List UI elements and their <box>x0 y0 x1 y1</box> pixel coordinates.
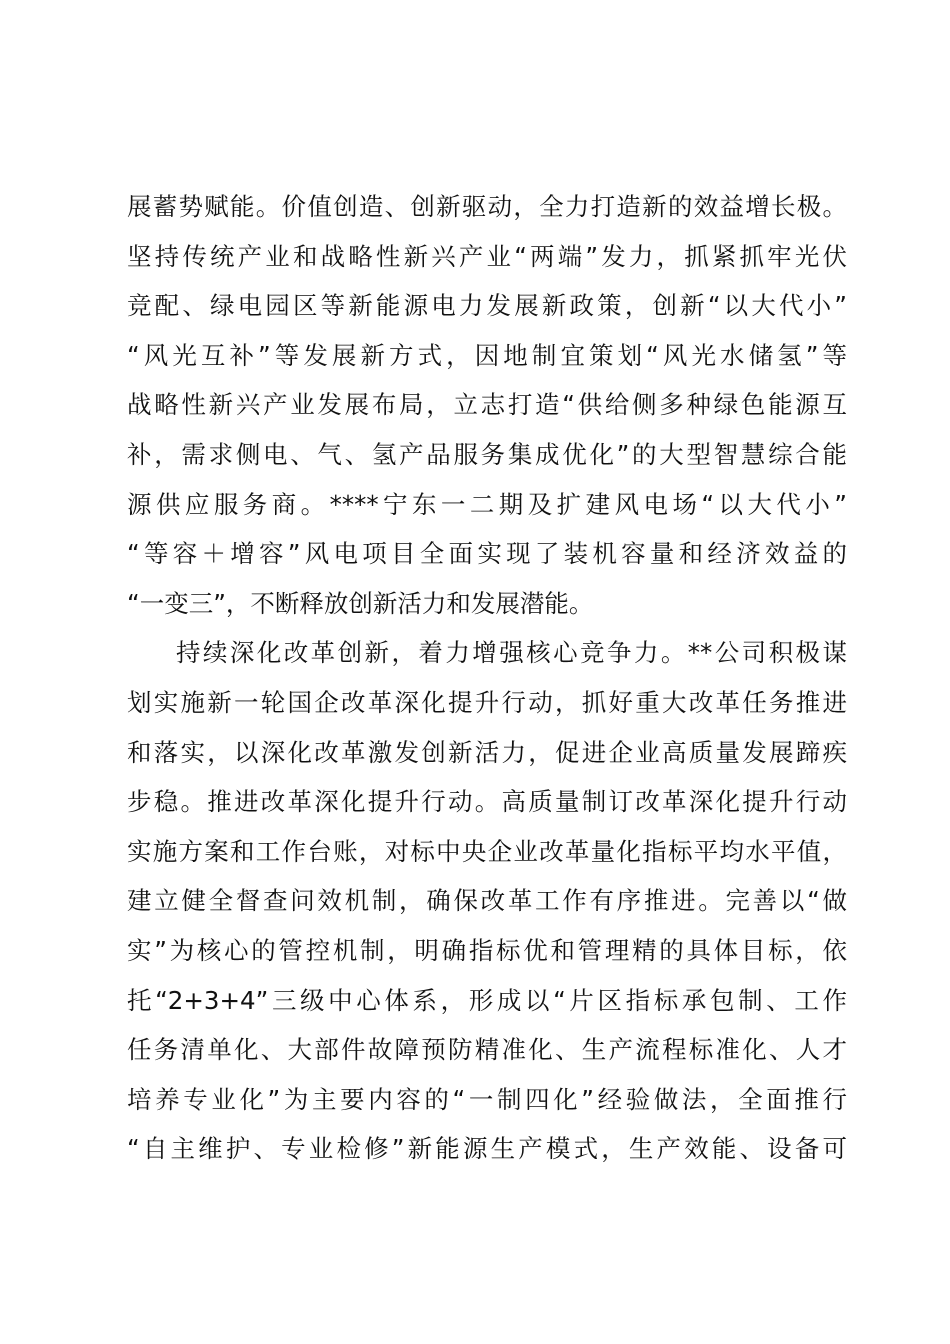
text-line: 补，需求侧电、气、氢产品服务集成优化”的大型智慧综合能 <box>127 439 847 469</box>
text-line: 托“2+3+4”三级中心体系，形成以“片区指标承包制、工作 <box>127 985 847 1015</box>
text-line: 建立健全督查问效机制，确保改革工作有序推进。完善以“做 <box>127 886 847 916</box>
text-line: 持续深化改革创新，着力增强核心竞争力。**公司积极谋 <box>176 638 847 668</box>
text-line: 展蓄势赋能。价值创造、创新驱动，全力打造新的效益增长极。 <box>127 192 847 221</box>
text-line: “一变三”，不断释放创新活力和发展潜能。 <box>127 588 594 618</box>
text-line: 战略性新兴产业发展布局，立志打造“供给侧多种绿色能源互 <box>127 390 847 420</box>
text-line: 步稳。推进改革深化提升行动。高质量制订改革深化提升行动 <box>127 787 847 817</box>
text-line: 培养专业化”为主要内容的“一制四化”经验做法，全面推行 <box>127 1084 847 1114</box>
text-line: 任务清单化、大部件故障预防精准化、生产流程标准化、人才 <box>127 1035 847 1065</box>
text-line: 坚持传统产业和战略性新兴产业“两端”发力，抓紧抓牢光伏 <box>127 241 847 271</box>
body-text <box>127 182 847 1174</box>
text-line: 源供应服务商。****宁东一二期及扩建风电场“以大代小” <box>127 489 847 519</box>
text-line: “等容＋增容”风电项目全面实现了装机容量和经济效益的 <box>127 539 847 569</box>
text-line: 划实施新一轮国企改革深化提升行动，抓好重大改革任务推进 <box>127 687 847 717</box>
text-line: 竞配、绿电园区等新能源电力发展新政策，创新“以大代小” <box>127 291 847 321</box>
paragraph-2 <box>127 628 847 1174</box>
text-line: “风光互补”等发展新方式，因地制宜策划“风光水储氢”等 <box>127 340 847 370</box>
text-line: 实”为核心的管控机制，明确指标优和管理精的具体目标，依 <box>127 935 847 965</box>
text-line: “自主维护、专业检修”新能源生产模式，生产效能、设备可 <box>127 1134 847 1164</box>
text-line: 和落实，以深化改革激发创新活力，促进企业高质量发展蹄疾 <box>127 737 847 767</box>
text-line: 实施方案和工作台账，对标中央企业改革量化指标平均水平值， <box>127 836 847 866</box>
paragraph-1 <box>127 182 847 628</box>
